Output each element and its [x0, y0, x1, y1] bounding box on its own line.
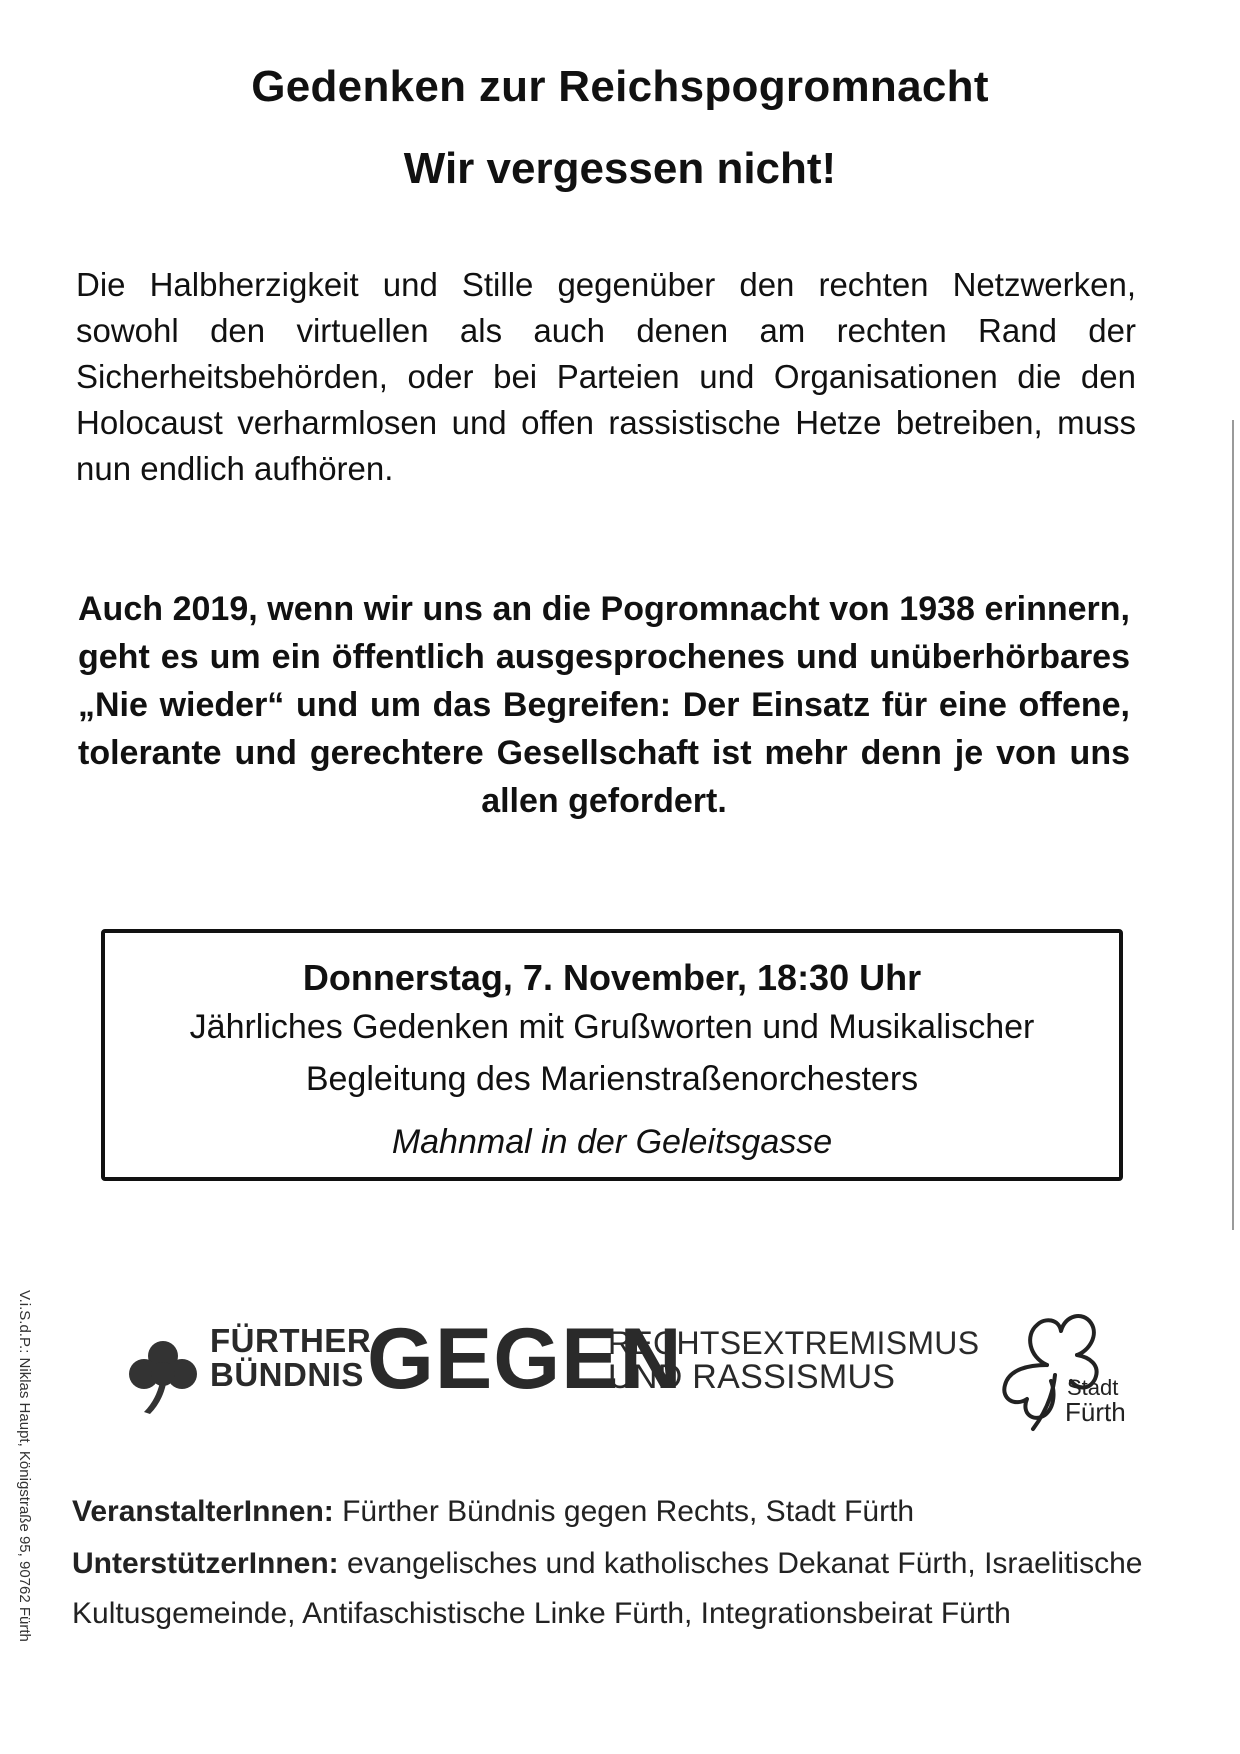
event-info-box	[101, 929, 1123, 1181]
alliance-logo	[122, 1311, 980, 1416]
scan-edge-line	[1232, 420, 1234, 1230]
alliance-logo-right-a: RECHTSEXTREMISMUS	[608, 1325, 980, 1361]
imprint-text: V.i.S.d.P.: Niklas Haupt, Königstraße 95, 90762 Fürth	[16, 1290, 33, 1642]
appeal-paragraph: Auch 2019, wenn wir uns an die Pogromnacht von 1938 erinnern, geht es um ein öffentlich ausgesprochenes und unüberhörbares „Nie wieder“ und um das Begreifen: Der Einsatz für eine offene, tolerante und gerechtere Gesellschaft ist mehr denn je von uns allen gefordert.	[78, 590, 1130, 820]
event-location: Mahnmal in der Geleitsgasse	[391, 1123, 833, 1161]
clover-icon	[122, 1334, 204, 1416]
imprint-container	[12, 1290, 36, 1730]
supporters-text-1: evangelisches und katholisches Dekanat Fürth, Israelitische	[347, 1547, 1143, 1580]
alliance-logo-line-a: FÜRTHER	[210, 1322, 372, 1359]
intro-paragraph: Die Halbherzigkeit und Stille gegenüber den rechten Netzwerken, sowohl den virtuellen als auch denen am rechten Rand der Sicherheitsbehörden, oder bei Parteien und Organisationen die den Holocaust verharmlosen und offen rassistische Hetze betreiben, muss nun endlich aufhören.	[76, 266, 1136, 487]
organizers-label: VeranstalterInnen:	[72, 1495, 334, 1528]
supporters-line-continued	[72, 1597, 1011, 1631]
alliance-logo-big-word: GEGEN	[367, 1311, 683, 1407]
organizers-text: Fürther Bündnis gegen Rechts, Stadt Fürth	[342, 1495, 915, 1528]
event-description-line-1: Jährliches Gedenken mit Grußworten und Musikalischer	[189, 1008, 1035, 1046]
event-description-line-2: Begleitung des Marienstraßenorchesters	[305, 1060, 919, 1098]
page-title: Gedenken zur Reichspogromnacht	[251, 62, 989, 111]
page-subtitle: Wir vergessen nicht!	[403, 144, 837, 193]
event-date-time: Donnerstag, 7. November, 18:30 Uhr	[302, 957, 922, 998]
alliance-logo-line-b: BÜNDNIS	[210, 1356, 364, 1393]
city-logo-name-b: Fürth	[1065, 1397, 1126, 1427]
city-logo-name-a: Stadt	[1067, 1375, 1119, 1400]
organizers-line	[72, 1495, 914, 1529]
city-logo	[985, 1295, 1135, 1435]
alliance-logo-right-b: UND RASSISMUS	[608, 1358, 896, 1396]
supporters-text-2: Kultusgemeinde, Antifaschistische Linke Fürth, Integrationsbeirat Fürth	[72, 1597, 1011, 1630]
supporters-label: UnterstützerInnen:	[72, 1547, 339, 1580]
supporters-line	[72, 1547, 1142, 1581]
